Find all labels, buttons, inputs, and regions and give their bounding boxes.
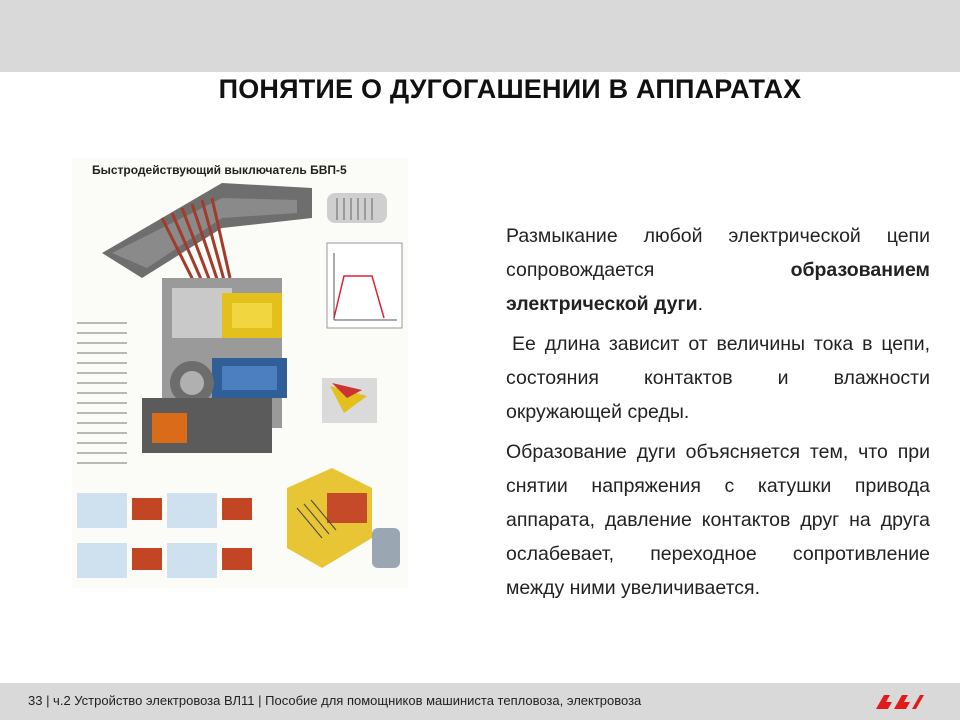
body-text (506, 219, 930, 611)
paragraph-2: Ее длина зависит от величины тока в цепи, состояния контактов и влажности окружающей среды. (506, 333, 930, 423)
top-bar (0, 0, 960, 72)
paragraph-1-pre: Размыкание любой электрической цепи сопровождается (506, 225, 930, 281)
footer-bar (0, 683, 960, 720)
paragraph-1 (506, 219, 930, 321)
paragraph-1-post: . (697, 293, 704, 315)
figure-caption: Быстродействующий выключатель БВП-5 (92, 163, 347, 177)
footer-text: 33 | ч.2 Устройство электровоза ВЛ11 | Пособие для помощников машиниста тепловоза, электровоза (28, 693, 642, 708)
paragraph-1-bold: образованием электрической дуги (506, 259, 930, 315)
breaker-illustration (72, 158, 408, 588)
paragraph-3: Образование дуги объясняется тем, что при снятии напряжения с катушки привода аппарата, давление контактов друг на друга ослабевает, переходное сопротивление между ними увеличивается. (506, 441, 930, 599)
breaker-drawing (72, 158, 408, 588)
rzd-logo (874, 691, 926, 713)
slide-title: ПОНЯТИЕ О ДУГОГАШЕНИИ В АППАРАТАХ (218, 74, 802, 104)
